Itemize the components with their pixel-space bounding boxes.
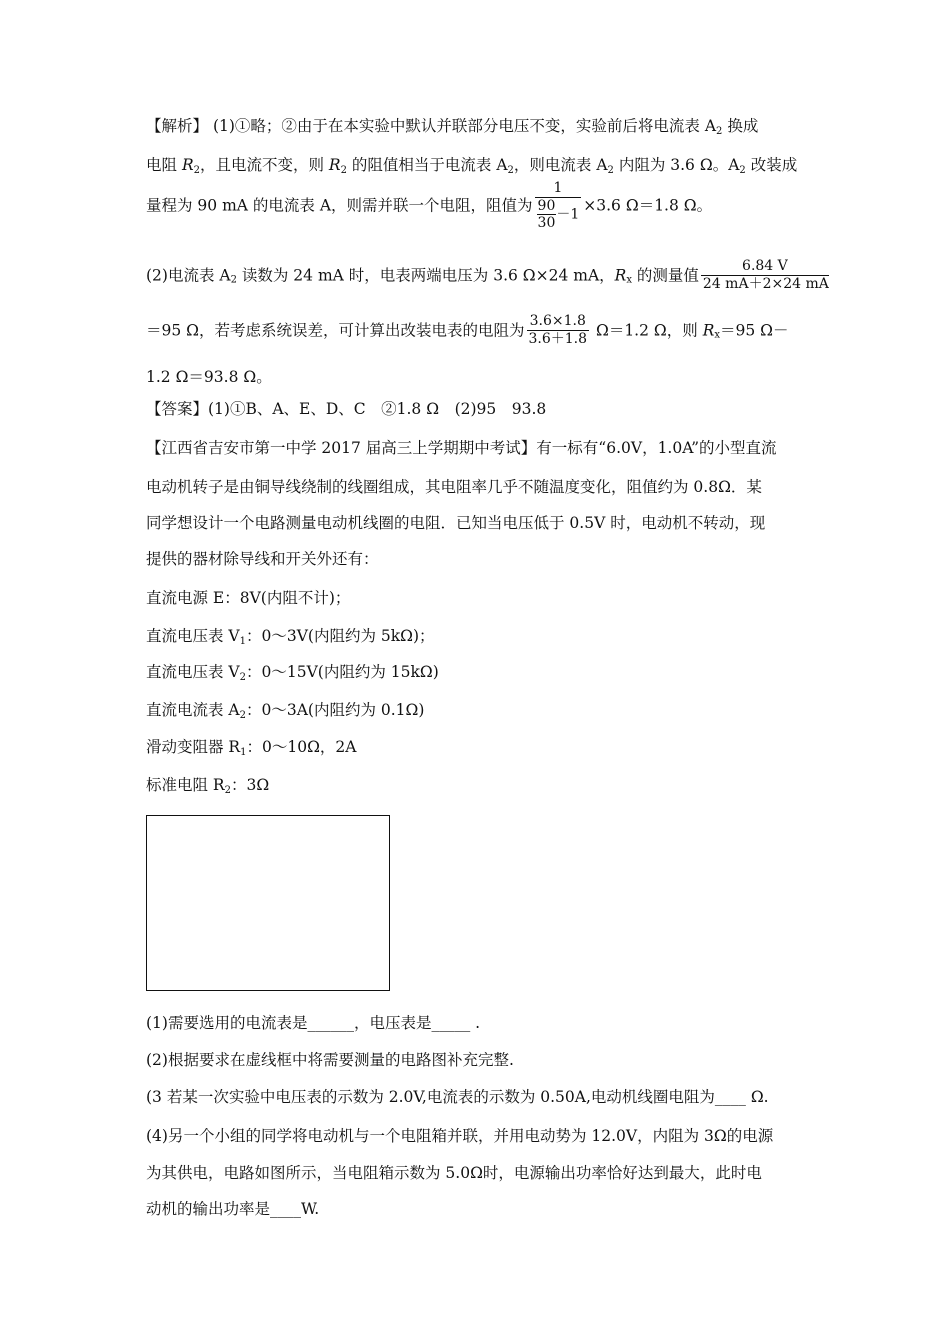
analysis-text: 换成 [722,117,759,135]
inner-fraction [537,198,557,231]
minus-one: －1 [556,206,580,223]
subscript: 2 [224,785,231,796]
var: R [181,156,194,174]
subscript: 2 [607,165,614,176]
text: ×3.6 Ω＝1.8 Ω。 [583,196,713,215]
equipment-5 [146,737,356,757]
denominator: 3.6＋1.8 [528,331,588,347]
fraction [701,258,829,293]
subscript: 2 [230,274,237,286]
subscript: 2 [739,165,746,176]
var: R [702,321,715,340]
analysis-label: 【解析】 [146,117,209,135]
subscript: 2 [716,126,723,137]
subscript: 1 [240,747,247,758]
analysis-line-3 [146,180,712,231]
text: ，则电流表 A [513,156,608,174]
inner-denominator: 30 [537,215,556,231]
text: ：0～3A(内阻约为 0.1Ω) [246,701,425,719]
subscript: 2 [239,710,246,721]
text: 直流电流表 A [146,701,240,719]
text: 标准电阻 R [146,776,225,794]
text: 直流电压表 V [146,627,240,645]
text: 电阻 [146,156,182,174]
analysis-line-6: 1.2 Ω＝93.8 Ω。 [146,368,272,386]
fraction [535,180,582,231]
subscript: x [714,329,720,341]
answer-line: 【答案】(1)①B、A、E、D、C ②1.8 Ω (2)95 93.8 [146,400,547,418]
equipment-3 [146,662,439,682]
analysis-text: (1)①略；②由于在本实验中默认并联部分电压不变，实验前后将电流表 A [208,117,717,135]
text: 的阻值相当于电流表 A [346,156,508,174]
text: ＝95 Ω－ [720,321,789,340]
text: ：3Ω [230,776,270,794]
numerator: 6.84 V [701,258,829,276]
fraction [527,313,590,348]
question-2: (2)根据要求在虚线框中将需要测量的电路图补充完整. [146,1051,514,1069]
equipment-6 [146,775,269,795]
text: ：0～10Ω，2A [246,738,357,756]
analysis-line-4 [146,258,831,293]
text: 内阻为 3.6 Ω。A [613,156,740,174]
question-4-line-3: 动机的输出功率是____W. [146,1200,320,1218]
subscript: 2 [507,165,514,176]
inner-numerator: 90 [537,198,556,214]
text: 滑动变阻器 R [146,738,241,756]
subscript: x [626,274,632,286]
subscript: 2 [239,672,246,683]
question-4-line-2: 为其供电，电路如图所示，当电阻箱示数为 5.0Ω时，电源输出功率恰好达到最大，此时电 [146,1164,762,1182]
analysis-line-2 [146,155,797,175]
text: Ω＝1.2 Ω，则 [591,321,703,340]
text: 的测量值 [631,266,699,285]
problem-line-4: 提供的器材除导线和开关外还有： [146,550,379,568]
analysis-line-5 [146,313,789,348]
text: ：0～15V(内阻约为 15kΩ) [246,663,439,681]
subscript: 2 [340,165,347,176]
text: ，且电流不变，则 [199,156,329,174]
question-1: (1)需要选用的电流表是______，电压表是_____ . [146,1014,481,1032]
equipment-1: 直流电源 E：8V(内阻不计)； [146,589,351,607]
var: R [614,266,627,285]
text: 改装成 [745,156,798,174]
subscript: 2 [193,165,200,176]
denominator [535,198,582,231]
text: ：0～3V(内阻约为 5kΩ)； [246,627,435,645]
text: 量程为 90 mA 的电流表 A，则需并联一个电阻，阻值为 [146,196,533,215]
question-3: (3 若某一次实验中电压表的示数为 2.0V,电流表的示数为 0.50A,电动机线圈电阻为____ Ω. [146,1088,769,1106]
equipment-4 [146,700,424,720]
text: ＝95 Ω，若考虑系统误差，可计算出改装电表的电阻为 [146,321,525,340]
denominator: 24 mA＋2×24 mA [702,276,829,292]
var: R [328,156,341,174]
numerator: 3.6×1.8 [527,313,590,331]
problem-line-3: 同学想设计一个电路测量电动机线圈的电阻．已知当电压低于 0.5V 时，电动机不转动，现 [146,514,766,532]
question-4-line-1: (4)另一个小组的同学将电动机与一个电阻箱并联，并用电动势为 12.0V，内阻为 3Ω的电源 [146,1127,774,1145]
numerator: 1 [535,180,582,198]
text: (2)电流表 A [146,266,231,285]
circuit-diagram-box [146,815,390,991]
text: 直流电压表 V [146,663,240,681]
problem-line-1: 【江西省吉安市第一中学 2017 届高三上学期期中考试】有一标有“6.0V，1.0A”的小型直流 [146,439,777,457]
analysis-line-1 [146,116,758,136]
text: 读数为 24 mA 时，电表两端电压为 3.6 Ω×24 mA， [236,266,615,285]
equipment-2 [146,626,435,646]
subscript: 1 [239,636,246,647]
problem-line-2: 电动机转子是由铜导线绕制的线圈组成，其电阻率几乎不随温度变化，阻值约为 0.8Ω．某 [146,478,762,496]
